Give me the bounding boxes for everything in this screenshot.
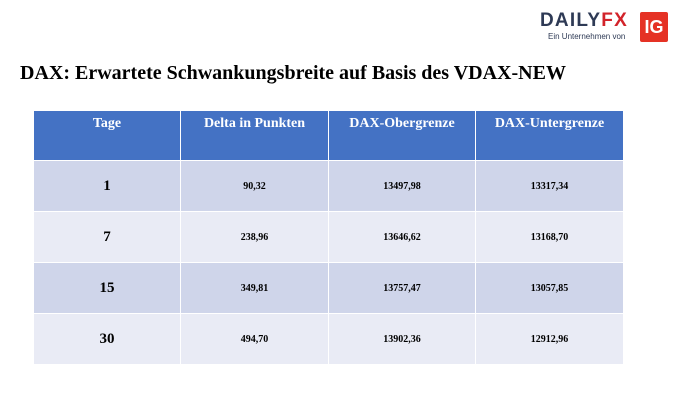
- cell-tage: 30: [34, 314, 181, 365]
- volatility-table: [33, 110, 624, 365]
- cell-obergrenze: 13497,98: [329, 161, 476, 212]
- cell-delta: 238,96: [181, 212, 329, 263]
- cell-obergrenze: 13757,47: [329, 263, 476, 314]
- cell-tage: 15: [34, 263, 181, 314]
- header-obergrenze: DAX-Obergrenze: [329, 111, 476, 161]
- logo-word-daily: DAILY: [540, 10, 602, 31]
- table-row: [34, 263, 624, 314]
- cell-delta: 349,81: [181, 263, 329, 314]
- cell-tage: 7: [34, 212, 181, 263]
- table-row: [34, 161, 624, 212]
- table-row: [34, 314, 624, 365]
- cell-untergrenze: 12912,96: [476, 314, 624, 365]
- header-untergrenze: DAX-Untergrenze: [476, 111, 624, 161]
- cell-obergrenze: 13902,36: [329, 314, 476, 365]
- ig-logo-icon: IG: [640, 12, 668, 42]
- page-title: DAX: Erwartete Schwankungsbreite auf Basis des VDAX-NEW: [20, 62, 566, 84]
- cell-untergrenze: 13317,34: [476, 161, 624, 212]
- cell-delta: 90,32: [181, 161, 329, 212]
- header-tage: Tage: [34, 111, 181, 161]
- cell-delta: 494,70: [181, 314, 329, 365]
- cell-obergrenze: 13646,62: [329, 212, 476, 263]
- logo-word-fx: FX: [601, 10, 628, 31]
- table-header-row: [34, 111, 624, 161]
- cell-untergrenze: 13057,85: [476, 263, 624, 314]
- cell-tage: 1: [34, 161, 181, 212]
- logo-wordmark: [540, 10, 628, 32]
- header-delta: Delta in Punkten: [181, 111, 329, 161]
- table-row: [34, 212, 624, 263]
- cell-untergrenze: 13168,70: [476, 212, 624, 263]
- logo-tagline: Ein Unternehmen von: [548, 32, 626, 41]
- dailyfx-logo: [540, 10, 668, 44]
